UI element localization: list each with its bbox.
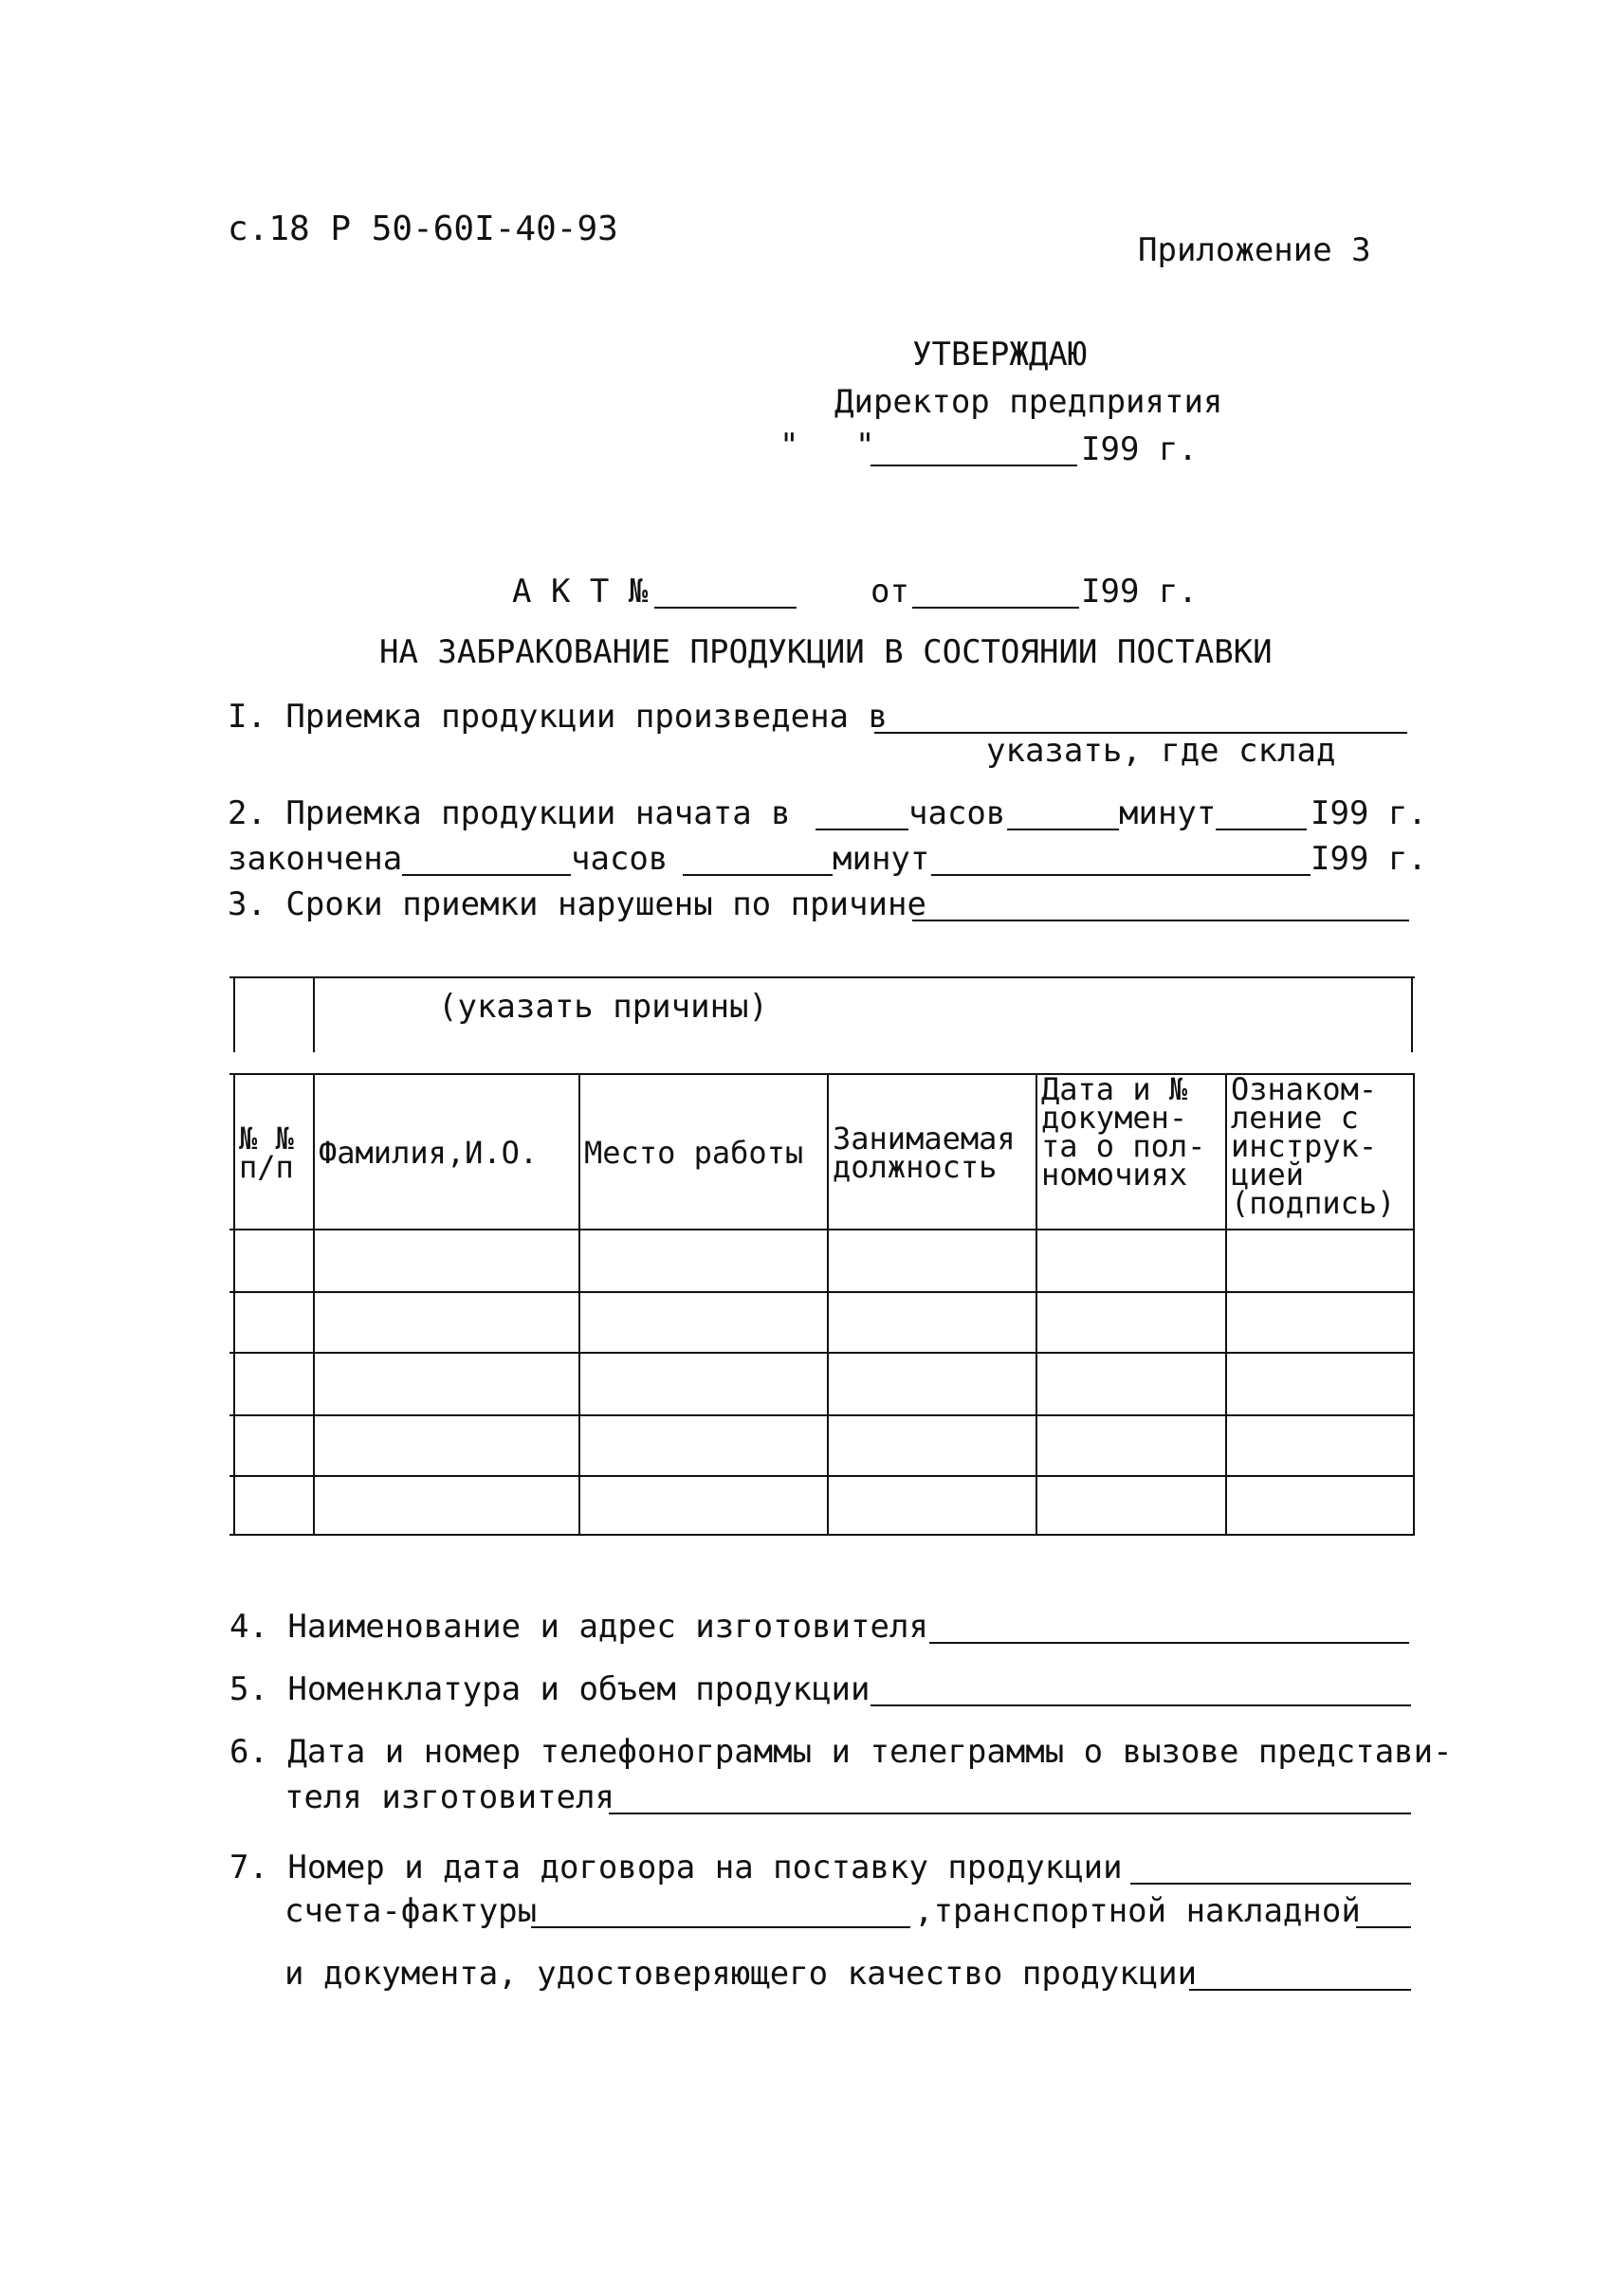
table-cell[interactable] [239, 1488, 309, 1532]
table-cell[interactable] [1041, 1242, 1221, 1289]
date-quote-open: " [779, 427, 799, 465]
reason-box-left [233, 978, 235, 1052]
table-cell[interactable] [1231, 1242, 1409, 1289]
table-row-border [229, 1291, 1415, 1293]
table-header-cell: Фамилия,И.О. [319, 1135, 539, 1171]
table-cell[interactable] [833, 1488, 1032, 1532]
item-2-year2: I99 г. [1311, 840, 1427, 878]
item-7-waybill-line[interactable] [1356, 1926, 1411, 1928]
item-7-line-1: 7. Номер и дата договора на поставку продукции [229, 1849, 1123, 1886]
item-2-minutes2: минут [833, 840, 930, 878]
table-row-border [229, 1534, 1415, 1536]
page-reference: с.18 Р 50-60I-40-93 [228, 210, 618, 248]
table-cell[interactable] [239, 1365, 309, 1412]
table-cell[interactable] [584, 1365, 823, 1412]
table-cell[interactable] [1041, 1428, 1221, 1473]
table-cell[interactable] [239, 1304, 309, 1350]
date-quote-close: " [855, 427, 875, 465]
act-number-label: А К Т № [512, 573, 649, 610]
item-7-waybill-label: ,транспортной накладной [914, 1892, 1361, 1930]
act-subtitle: НА ЗАБРАКОВАНИЕ ПРОДУКЦИИ В СОСТОЯНИИ ПОСТАВКИ [379, 633, 1273, 671]
table-column-border [1413, 1073, 1415, 1534]
approval-date-line[interactable] [871, 465, 1077, 466]
item-2-start: 2. Приемка продукции начата в [228, 794, 791, 832]
table-column-border [1225, 1073, 1227, 1534]
item-3-hint: (указать причины) [438, 988, 768, 1026]
item-6-line-2: теля изготовителя [284, 1778, 614, 1816]
item-2-hours-line[interactable] [816, 829, 908, 830]
item-7-contract-line[interactable] [1130, 1883, 1411, 1885]
table-column-border [313, 1073, 315, 1534]
item-5-text: 5. Номенклатура и объем продукции [229, 1670, 871, 1708]
table-column-border [233, 1073, 235, 1534]
table-row-border [229, 1414, 1415, 1416]
table-cell[interactable] [1041, 1488, 1221, 1532]
item-7-line-3: и документа, удостоверяющего качество продукции [284, 1955, 1198, 1993]
table-cell[interactable] [1231, 1488, 1409, 1532]
item-2-hours2: часов [571, 840, 669, 878]
item-4-text: 4. Наименование и адрес изготовителя [229, 1608, 928, 1646]
table-cell[interactable] [1041, 1304, 1221, 1350]
table-cell[interactable] [833, 1365, 1032, 1412]
item-6-line-1: 6. Дата и номер телефонограммы и телеграммы о вызове представи- [229, 1733, 1453, 1771]
item-2-end: закончена [228, 840, 403, 878]
table-row-border [229, 1475, 1415, 1477]
table-header-cell: Занимаемая должность [833, 1121, 1016, 1185]
reason-box-right [1411, 978, 1413, 1052]
item-6-line[interactable] [609, 1813, 1411, 1814]
item-2-end-hours-line[interactable] [402, 874, 571, 876]
table-cell[interactable] [833, 1428, 1032, 1473]
act-date-line[interactable] [912, 607, 1079, 609]
table-column-border [578, 1073, 580, 1534]
table-cell[interactable] [1231, 1304, 1409, 1350]
item-2-end-minutes-line[interactable] [683, 874, 833, 876]
table-cell[interactable] [584, 1428, 823, 1473]
table-cell[interactable] [1231, 1428, 1409, 1473]
table-cell[interactable] [584, 1304, 823, 1350]
table-cell[interactable] [833, 1304, 1032, 1350]
item-2-year-line[interactable] [1216, 829, 1307, 830]
item-1-hint: указать, где склад [986, 732, 1336, 770]
act-year: I99 г. [1081, 573, 1198, 610]
appendix-label: Приложение 3 [1138, 231, 1371, 269]
table-cell[interactable] [239, 1242, 309, 1289]
item-2-year: I99 г. [1311, 794, 1427, 832]
table-column-border [827, 1073, 829, 1534]
table-cell[interactable] [833, 1242, 1032, 1289]
table-header-cell: Ознаком- ление с инструк- цией (подпись) [1231, 1071, 1396, 1221]
table-row-border [229, 1229, 1415, 1230]
table-cell[interactable] [319, 1428, 575, 1473]
table-header-cell: Место работы [584, 1135, 804, 1171]
approve-label: УТВЕРЖДАЮ [912, 336, 1088, 374]
table-row-border [229, 1352, 1415, 1354]
table-cell[interactable] [319, 1242, 575, 1289]
table-cell[interactable] [1231, 1365, 1409, 1412]
item-2-minutes-line[interactable] [1007, 829, 1119, 830]
item-7-invoice-label: счета-фактуры [284, 1892, 538, 1930]
item-4-line[interactable] [929, 1642, 1409, 1644]
reason-box-inner [313, 978, 315, 1052]
table-cell[interactable] [319, 1304, 575, 1350]
item-3-text: 3. Сроки приемки нарушены по причине [228, 885, 926, 923]
item-2-minutes: минут [1119, 794, 1217, 832]
act-number-line[interactable] [654, 607, 797, 609]
approval-year: I99 г. [1081, 430, 1198, 468]
item-7-quality-doc-line[interactable] [1189, 1989, 1411, 1991]
director-label: Директор предприятия [834, 383, 1223, 421]
table-cell[interactable] [1041, 1365, 1221, 1412]
item-2-end-year-line[interactable] [931, 874, 1311, 876]
table-header-cell: № № п/п [239, 1121, 294, 1185]
table-cell[interactable] [584, 1242, 823, 1289]
item-2-hours: часов [908, 794, 1006, 832]
table-cell[interactable] [584, 1488, 823, 1532]
act-date-from: от [871, 573, 909, 610]
table-cell[interactable] [239, 1428, 309, 1473]
table-cell[interactable] [319, 1488, 575, 1532]
table-column-border [1036, 1073, 1037, 1534]
item-3-line[interactable] [912, 920, 1409, 921]
table-header-cell: Дата и № докумен- та о пол- номочиях [1041, 1071, 1206, 1193]
item-1-text: I. Приемка продукции произведена в [228, 698, 888, 736]
item-5-line[interactable] [871, 1704, 1411, 1706]
table-cell[interactable] [319, 1365, 575, 1412]
item-7-invoice-line[interactable] [531, 1926, 910, 1928]
reason-box-top [229, 976, 1415, 978]
